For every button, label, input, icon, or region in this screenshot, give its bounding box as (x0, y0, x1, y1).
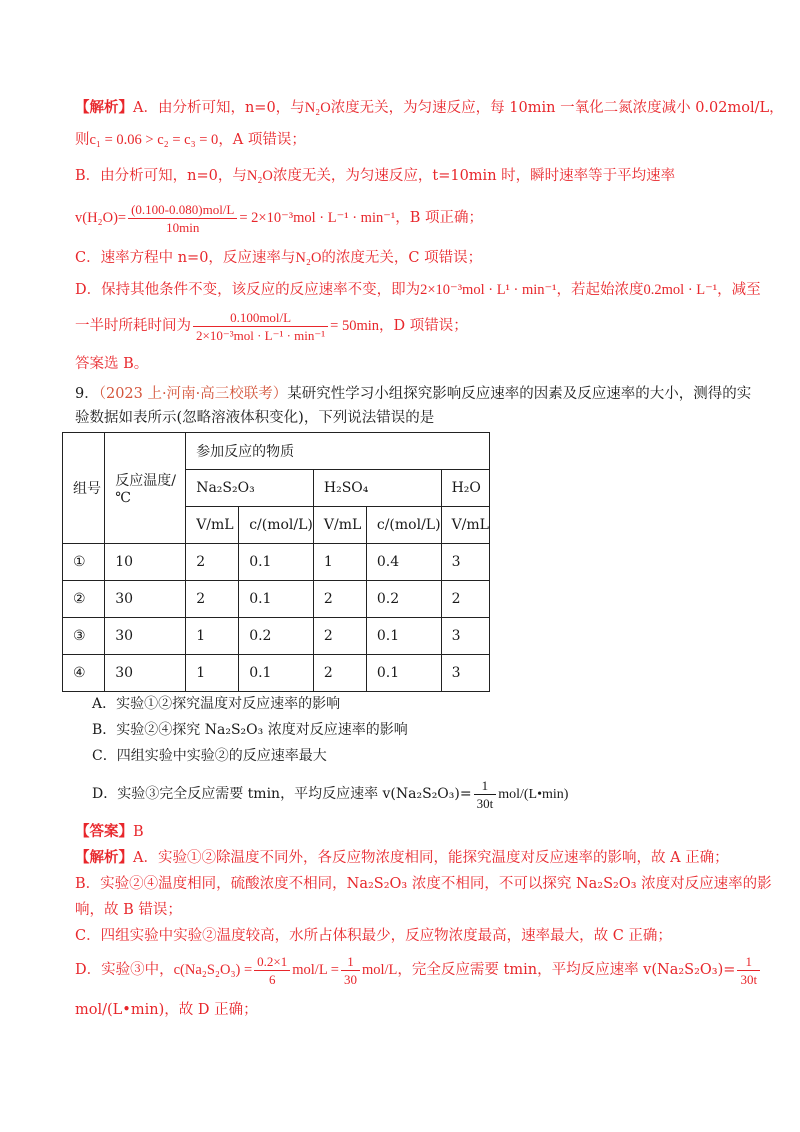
prev-analysis-line-3: B．由分析可知，n=0，与N₂O浓度无关，为匀速反应，t=10min 时，瞬时速率等于平均速率 (75, 168, 676, 184)
table-cell: 1 (186, 655, 239, 692)
table-cell: 1 (313, 544, 366, 581)
table-cell: 0.1 (239, 544, 314, 581)
header-group: 组号 (63, 433, 105, 544)
conc-fraction-1: $\frac{0.2\times 1}{6}$ (254, 953, 290, 988)
option-b: B．实验②④探究 Na₂S₂O₃ 浓度对反应速率的影响 (92, 722, 408, 738)
prev-answer-line: 答案选 B。 (75, 356, 149, 372)
header-h2o: H₂O (441, 470, 489, 507)
table-row (63, 581, 490, 618)
analysis-line-1: 【解析】A．实验①②除温度不同外，各反应物浓度相同，能探究温度对反应速率的影响，故 A 正确； (75, 849, 729, 866)
table-cell: ② (63, 581, 105, 618)
table-cell: 0.4 (366, 544, 441, 581)
table-cell: 1 (186, 618, 239, 655)
prev-analysis-line-1: 【解析】A．由分析可知，n=0，与N₂O浓度无关，为匀速反应，每 10min 一氧化二氮浓度减小 0.02mol/L， (75, 99, 784, 116)
header-h2so4: H₂SO₄ (313, 470, 441, 507)
question-stem-line-1: 9．（2023 上·河南·高三校联考）某研究性学习小组探究影响反应速率的因素及反应速率的大小，测得的实 (75, 386, 752, 402)
table-cell: 2 (313, 655, 366, 692)
table-cell: 0.2 (239, 618, 314, 655)
analysis-line-4: C．四组实验中实验②温度较高，水所占体积最少，反应物浓度最高，速率最大，故 C 正确； (75, 928, 672, 944)
table-row (63, 618, 490, 655)
header-unit: c/(mol/L) (366, 507, 441, 544)
header-unit: V/mL (186, 507, 239, 544)
prev-analysis-line-7: 一半时所耗时间为 $\frac{\text{0.100mol/L}}{\text{2×10⁻³mol · L⁻¹ · min⁻¹}}$ = 50min，D 项错误； (75, 309, 468, 343)
table-cell: 30 (105, 655, 186, 692)
time-fraction: $\frac{\text{0.100mol/L}}{\text{2×10⁻³mol · L⁻¹ · min⁻¹}}$ (193, 309, 328, 344)
header-temperature: 反应温度/℃ (105, 433, 186, 544)
experiment-table (62, 432, 490, 692)
table-cell: 0.1 (366, 655, 441, 692)
table-row (63, 544, 490, 581)
table-cell: 3 (441, 655, 489, 692)
option-d: D．实验③完全反应需要 tmin，平均反应速率 v(Na₂S₂O₃)= $\frac{1}{30t}$ mol/(L•min) (92, 777, 569, 811)
table-row (63, 655, 490, 692)
option-d-fraction: $\frac{1}{30t}$ (474, 777, 497, 812)
table-cell: ③ (63, 618, 105, 655)
answer-value: B (133, 824, 144, 840)
table-cell: ④ (63, 655, 105, 692)
question-source: （2023 上·河南·高三校联考） (98, 386, 288, 402)
prev-analysis-line-6: D．保持其他条件不变，该反应的反应速率不变，即为2×10⁻³mol · L¹ · min⁻¹，若起始浓度0.2mol · L⁻¹，减至 (75, 282, 761, 298)
table-cell: 30 (105, 581, 186, 618)
table-cell: 10 (105, 544, 186, 581)
prev-analysis-line-2: 则c₁ = 0.06 > c₂ = c₃ = 0，A 项错误； (75, 132, 306, 148)
header-unit: V/mL (441, 507, 489, 544)
header-na2s2o3: Na₂S₂O₃ (186, 470, 314, 507)
answer-line (75, 822, 144, 842)
analysis-line-6: mol/(L•min)，故 D 正确； (75, 1002, 258, 1018)
table-cell: 2 (186, 544, 239, 581)
option-a: A．实验①②探究温度对反应速率的影响 (92, 696, 341, 712)
question-number: 9． (75, 386, 99, 402)
table-cell: 2 (186, 581, 239, 618)
analysis-line-5: D．实验③中，c(Na₂S₂O₃) = $\frac{0.2\times 1}{6}$ mol/L = $\frac{1}{30}$ mol/L，完全反应需要 tmin，平均反应速率 v(Na₂S₂O₃)= $\frac{1}{30t}$ (75, 948, 762, 992)
analysis-line-3: 响，故 B 错误； (75, 902, 182, 918)
table-cell: 0.1 (239, 581, 314, 618)
table-cell: 0.2 (366, 581, 441, 618)
table-cell: 2 (313, 618, 366, 655)
prev-analysis-line-4: v(H₂O)= $\frac{\text{(0.100-0.080)mol/L}}{10\min}$ = 2×10⁻³mol · L⁻¹ · min⁻¹，B 项正确； (75, 201, 483, 235)
header-unit: c/(mol/L) (239, 507, 314, 544)
prev-analysis-line-5: C．速率方程中 n=0，反应速率与N₂O的浓度无关，C 项错误； (75, 250, 483, 266)
header-substances: 参加反应的物质 (186, 433, 490, 470)
table-cell: 3 (441, 618, 489, 655)
table-cell: 3 (441, 544, 489, 581)
answer-tag: 【答案】 (75, 823, 133, 840)
table-cell: 30 (105, 618, 186, 655)
question-stem-line-2: 验数据如表所示(忽略溶液体积变化)，下列说法错误的是 (75, 410, 435, 426)
conc-fraction-2: $\frac{1}{30}$ (341, 953, 360, 988)
table-cell: 2 (313, 581, 366, 618)
analysis-tag: 【解析】 (75, 849, 133, 866)
analysis-tag: 【解析】 (75, 99, 133, 116)
table-cell: ① (63, 544, 105, 581)
analysis-line-2: B．实验②④温度相同，硫酸浓度不相同，Na₂S₂O₃ 浓度不相同，不可以探究 Na₂S₂O₃ 浓度对反应速率的影 (75, 876, 772, 892)
table-cell: 2 (441, 581, 489, 618)
header-unit: V/mL (313, 507, 366, 544)
table-cell: 0.1 (366, 618, 441, 655)
rate-fraction: $\frac{\text{(0.100-0.080)mol/L}}{10\min}$ (128, 201, 237, 236)
table-cell: 0.1 (239, 655, 314, 692)
rate-fraction-2: $\frac{1}{30t}$ (737, 953, 760, 988)
option-c: C．四组实验中实验②的反应速率最大 (92, 748, 327, 764)
